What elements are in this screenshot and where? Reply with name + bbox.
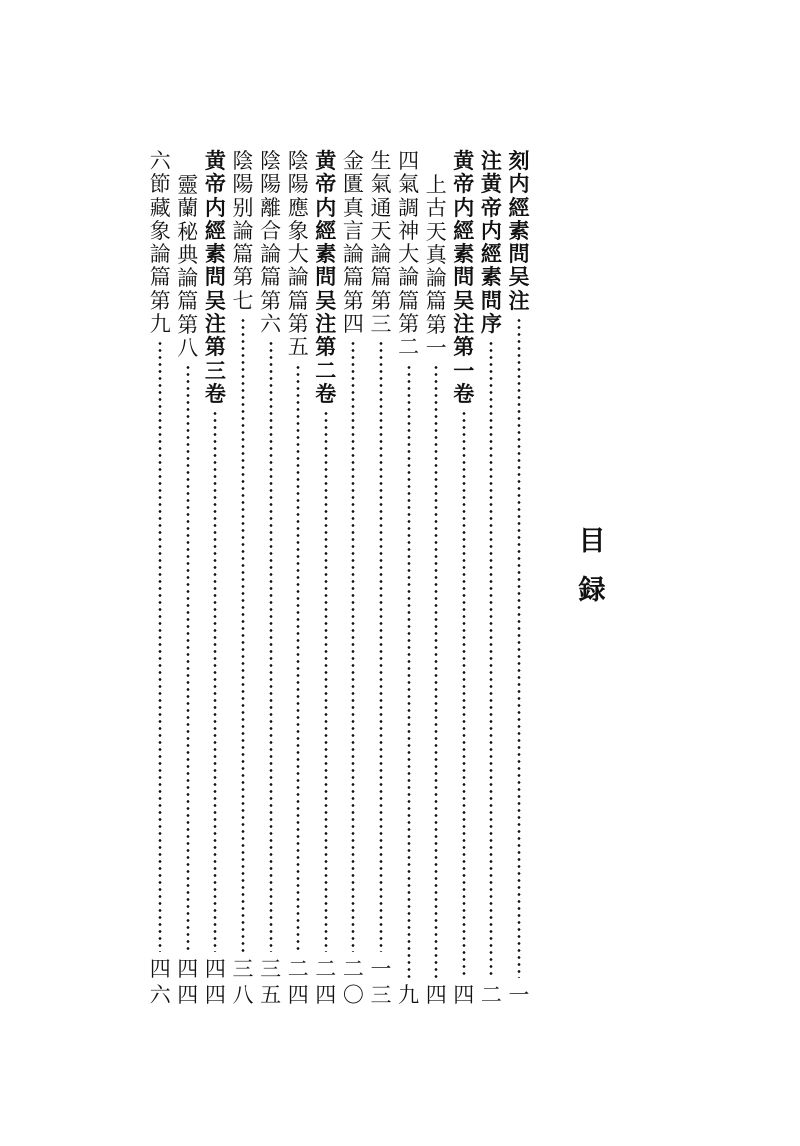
toc-entry[interactable] [396, 150, 422, 1008]
toc-entry-page: 四 四 [177, 957, 199, 1007]
toc-entry-title: 黄 帝 内 經 素 問 吴 注 第 二 卷 [315, 149, 337, 406]
toc-entry-page: 四 [453, 983, 475, 1007]
toc-entry-page: 九 [398, 983, 420, 1007]
toc-entry[interactable] [506, 150, 532, 1008]
dot-leader [269, 340, 273, 952]
dot-leader [158, 340, 162, 952]
dot-leader [407, 364, 411, 978]
toc-entry[interactable] [285, 150, 311, 1008]
toc-entry-page: 三 五 [260, 957, 282, 1007]
toc-entry-page: 二 四 [315, 957, 337, 1007]
toc-entry-title: 陰 陽 離 合 論 篇 第 六 [260, 149, 282, 337]
toc-entry-title: 金 匱 真 言 論 篇 第 四 [342, 149, 364, 337]
toc-entry-title: 陰 陽 應 象 大 論 篇 第 五 [287, 149, 309, 360]
toc-entry-title: 陰 陽 别 論 篇 第 七 [232, 149, 254, 313]
toc-entry-page: 四 四 [204, 957, 226, 1007]
toc-entry[interactable] [423, 150, 449, 1008]
dot-leader [213, 410, 217, 952]
toc-entry-page: 二 四 [287, 957, 309, 1007]
toc-entry-page: 二 [480, 983, 502, 1007]
dot-leader [489, 340, 493, 978]
toc-entry[interactable] [451, 150, 477, 1008]
toc-entry[interactable] [147, 150, 173, 1008]
toc-entry-page: 一 [508, 983, 530, 1007]
toc-entry-page: 一 三 [370, 957, 392, 1007]
dot-leader [462, 410, 466, 978]
toc-entry[interactable] [478, 150, 504, 1008]
toc-entry-title: 六 節 藏 象 論 篇 第 九 [149, 149, 171, 337]
toc-entry-page: 四 [425, 983, 447, 1007]
dot-leader [434, 364, 438, 978]
dot-leader [379, 340, 383, 952]
toc-entry-title: 黄 帝 内 經 素 問 吴 注 第 三 卷 [204, 149, 226, 406]
toc-entry[interactable] [340, 150, 366, 1008]
dot-leader [296, 364, 300, 952]
page-title-char: 録 [578, 575, 606, 606]
toc-entry[interactable] [202, 150, 228, 1008]
dot-leader [517, 317, 521, 978]
toc-entry-title: 生 氣 通 天 論 篇 第 三 [370, 149, 392, 337]
toc-entry[interactable] [175, 150, 201, 1008]
dot-leader [241, 317, 245, 952]
toc-entry-title: 四 氣 調 神 大 論 篇 第 二 [398, 149, 420, 360]
toc-entry[interactable] [313, 150, 339, 1008]
page-title-char: 目 [578, 526, 606, 557]
dot-leader [186, 364, 190, 952]
toc-entry[interactable] [258, 150, 284, 1008]
toc-entry-title: 靈 蘭 秘 典 論 篇 第 八 [177, 173, 199, 361]
toc-entry[interactable] [368, 150, 394, 1008]
toc-entry-title: 刻 内 經 素 問 吴 注 [508, 149, 530, 313]
toc-entry-page: 四 六 [149, 957, 171, 1007]
dot-leader [351, 340, 355, 952]
dot-leader [324, 410, 328, 952]
toc-entry-page: 三 八 [232, 957, 254, 1007]
toc-entry-title: 上 古 天 真 論 篇 第 一 [425, 173, 447, 361]
toc-entry-page: 二 〇 [342, 957, 364, 1007]
toc-entry[interactable] [230, 150, 256, 1008]
toc-entry-title: 注 黄 帝 内 經 素 問 序 [480, 149, 502, 337]
toc-entry-title: 黄 帝 内 經 素 問 吴 注 第 一 卷 [453, 149, 475, 406]
